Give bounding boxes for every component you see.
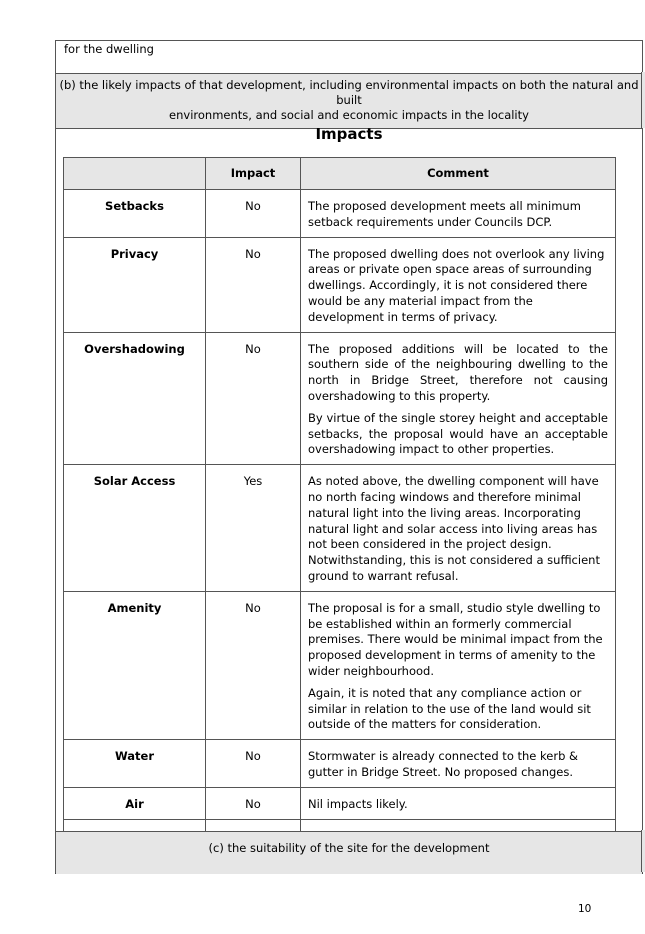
row-comment xyxy=(301,237,616,332)
header-impact: Impact xyxy=(206,158,301,190)
row-category: Setbacks xyxy=(64,190,206,238)
row-impact: No xyxy=(206,591,301,739)
table-header-row xyxy=(64,158,616,190)
row-category: Overshadowing xyxy=(64,332,206,465)
page-number: 10 xyxy=(578,903,592,915)
criterion-c-text: (c) the suitability of the site for the development xyxy=(208,841,490,855)
row-category: Air xyxy=(64,787,206,819)
comment-paragraph: The proposed development meets all minimum setback requirements under Councils DCP. xyxy=(308,199,581,229)
table-row xyxy=(64,591,616,739)
comment-paragraph: Again, it is noted that any compliance action or similar in relation to the use of the land would sit outside of the matters for consideration. xyxy=(308,685,591,732)
row-impact: Yes xyxy=(206,465,301,592)
comment-paragraph: As noted above, the dwelling component will have no north facing windows and therefore minimal natural light into the living areas. Incorporating natural light and solar access into living areas has not been considered in the project design. Notwithstanding, this is not considered a sufficient ground to warrant refusal. xyxy=(308,474,600,583)
row-comment xyxy=(301,740,616,788)
comment-paragraph: The proposal is for a small, studio style dwelling to be established within an formerly commercial premises. There would be minimal impact from the proposed development in terms of amenity to the wider neighbourhood. xyxy=(308,600,603,678)
criterion-b-text xyxy=(56,78,642,123)
table-row xyxy=(64,787,616,819)
row-comment xyxy=(301,190,616,238)
row-category: Water xyxy=(64,740,206,788)
comment-paragraph: Stormwater is already connected to the kerb & gutter in Bridge Street. No proposed changes. xyxy=(308,749,579,779)
criterion-b-line1: (b) the likely impacts of that development, including environmental impacts on both the natural and built xyxy=(59,78,639,107)
previous-section-text: for the dwelling xyxy=(64,42,154,56)
row-category: Solar Access xyxy=(64,465,206,592)
comment-paragraph: The proposed dwelling does not overlook any living areas or private open space areas of surrounding dwellings. Accordingly, it is not considered there would be any material impact from the development in terms of privacy. xyxy=(308,246,605,324)
row-category: Privacy xyxy=(64,237,206,332)
criterion-c-header xyxy=(56,831,642,874)
impacts-table xyxy=(63,157,616,851)
row-comment xyxy=(301,332,616,465)
impacts-heading: Impacts xyxy=(315,125,383,143)
row-impact: No xyxy=(206,332,301,465)
comment-paragraph: By virtue of the single storey height and acceptable setbacks, the proposal would have an acceptable overshadowing impact to other properties. xyxy=(308,410,608,457)
row-impact: No xyxy=(206,237,301,332)
row-comment xyxy=(301,465,616,592)
table-row xyxy=(64,237,616,332)
comment-paragraph: The proposed additions will be located to the southern side of the neighbouring dwelling to the north in Bridge Street, therefore not causing overshadowing to this property. xyxy=(308,341,608,403)
row-comment xyxy=(301,591,616,739)
table-row xyxy=(64,190,616,238)
criterion-b-header xyxy=(56,73,642,143)
row-impact: No xyxy=(206,740,301,788)
comment-paragraph: Nil impacts likely. xyxy=(308,796,408,811)
table-row xyxy=(64,740,616,788)
right-edge-shading xyxy=(641,72,645,128)
row-comment xyxy=(301,787,616,819)
table-row xyxy=(64,465,616,592)
assessment-table-frame xyxy=(55,40,643,874)
row-category: Amenity xyxy=(64,591,206,739)
header-comment: Comment xyxy=(301,158,616,190)
header-category xyxy=(64,158,206,190)
criterion-b-line2: environments, and social and economic impacts in the locality xyxy=(169,108,529,122)
row-impact: No xyxy=(206,787,301,819)
table-row xyxy=(64,332,616,465)
row-impact: No xyxy=(206,190,301,238)
right-edge-shading xyxy=(641,830,645,872)
